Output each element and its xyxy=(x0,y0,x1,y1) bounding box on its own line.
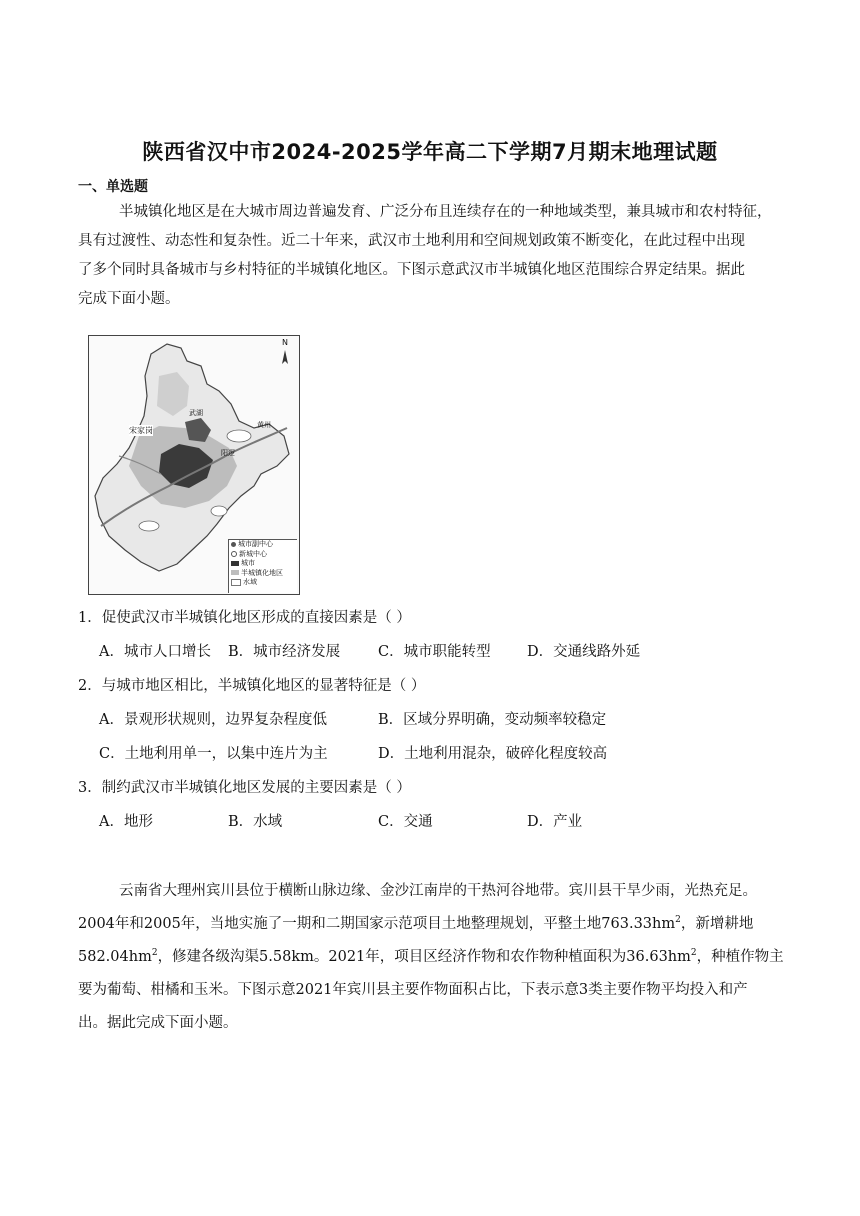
passage-1 xyxy=(78,198,786,314)
question-3-option-c[interactable]: C．交通 xyxy=(378,814,433,830)
question-3-option-b[interactable]: B．水域 xyxy=(228,814,283,830)
legend-item: 新城中心 xyxy=(229,550,297,560)
passage-2 xyxy=(78,875,786,1040)
question-3-option-a[interactable]: A．地形 xyxy=(99,814,153,830)
section-heading: 一、单选题 xyxy=(78,179,148,195)
legend-item: 城市 xyxy=(229,559,297,569)
passage-1-line: 半城镇化地区是在大城市周边普遍发育、广泛分布且连续存在的一种地域类型，兼具城市和农村特征， xyxy=(119,204,772,220)
question-1-option-b[interactable]: B．城市经济发展 xyxy=(228,644,341,660)
map-place-label: 阳逻 xyxy=(221,449,235,457)
question-3-option-d[interactable]: D．产业 xyxy=(527,814,583,830)
legend-item: 半城镇化地区 xyxy=(229,569,297,579)
question-1-option-a[interactable]: A．城市人口增长 xyxy=(99,644,211,660)
newcity-symbol-icon xyxy=(231,551,237,557)
passage-1-line: 了多个同时具备城市与乡村特征的半城镇化地区。下图示意武汉市半城镇化地区范围综合界定结果。据此 xyxy=(78,262,745,278)
question-2-option-b[interactable]: B．区域分界明确，变动频率较稳定 xyxy=(378,712,607,728)
map-place-label: 武湖 xyxy=(189,409,203,417)
legend-item: 城市副中心 xyxy=(229,540,297,550)
question-2-option-d[interactable]: D．土地利用混杂，破碎化程度较高 xyxy=(378,746,608,762)
question-2-stem: 2．与城市地区相比，半城镇化地区的显著特征是（ ） xyxy=(78,678,426,694)
water-symbol-icon xyxy=(231,579,241,586)
map-place-label: 黄州 xyxy=(257,421,271,429)
page-title: 陕西省汉中市2024-2025学年高二下学期7月期末地理试题 xyxy=(142,140,718,164)
question-3-stem: 3．制约武汉市半城镇化地区发展的主要因素是（ ） xyxy=(78,780,411,796)
passage-2-line: 云南省大理州宾川县位于横断山脉边缘、金沙江南岸的干热河谷地带。宾川县干旱少雨，光热充足。 xyxy=(119,883,757,899)
question-1-stem: 1．促使武汉市半城镇化地区形成的直接因素是（ ） xyxy=(78,610,411,626)
question-2-option-a[interactable]: A．景观形状规则，边界复杂程度低 xyxy=(99,712,327,728)
passage-2-line: 出。据此完成下面小题。 xyxy=(78,1015,238,1031)
question-2-option-c[interactable]: C．土地利用单一，以集中连片为主 xyxy=(99,746,328,762)
passage-1-line: 完成下面小题。 xyxy=(78,291,180,307)
passage-1-line: 具有过渡性、动态性和复杂性。近二十年来，武汉市土地利用和空间规划政策不断变化，在此过程中出现 xyxy=(78,233,745,249)
city-symbol-icon xyxy=(231,561,239,566)
question-1-option-c[interactable]: C．城市职能转型 xyxy=(378,644,491,660)
subcenter-symbol-icon xyxy=(231,542,236,547)
question-1-option-d[interactable]: D．交通线路外延 xyxy=(527,644,641,660)
passage-2-line: $582.04hm^2$，修建各级沟渠5.58km。2021年，项目区经济作物和农作物种植面积为$36.63hm^2$，种植作物主 xyxy=(78,948,784,965)
map-legend xyxy=(228,539,297,593)
passage-2-line: 要为葡萄、柑橘和玉米。下图示意2021年宾川县主要作物面积占比，下表示意3类主要作物平均投入和产 xyxy=(78,982,748,998)
legend-item: 水域 xyxy=(229,578,297,588)
passage-2-line: 2004年和2005年，当地实施了一期和二期国家示范项目土地整理规划，平整土地$763.33hm^2$，新增耕地 xyxy=(78,915,754,932)
north-label: N xyxy=(282,338,288,347)
semi-urban-symbol-icon xyxy=(231,570,239,575)
map-place-label: 宋家岗 xyxy=(129,426,153,435)
